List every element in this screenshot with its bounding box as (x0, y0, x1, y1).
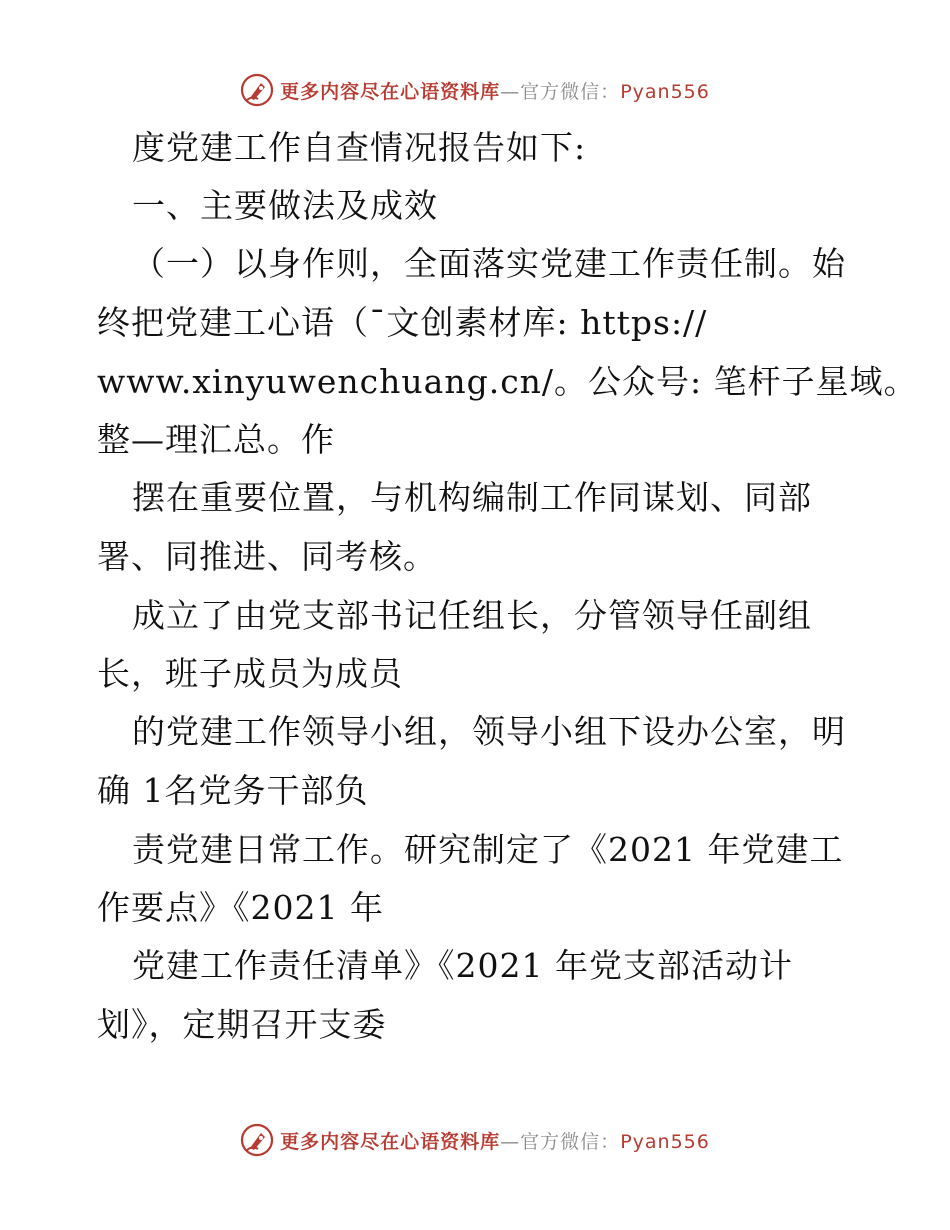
text-line: 整—理汇总。作 (97, 420, 335, 459)
banner-slogan: 更多内容尽在心语资料库 (280, 80, 501, 103)
banner-text (280, 77, 710, 104)
banner-wechat-id: Pyan556 (620, 1130, 710, 1153)
subsection-heading: （一）以身作则，全面落实党建工作责任制。始 (132, 244, 846, 283)
banner-separator: — (500, 1130, 521, 1153)
banner-slogan: 更多内容尽在心语资料库 (280, 1130, 501, 1153)
section-heading: 一、主要做法及成效 (132, 186, 438, 225)
text-line: 成立了由党支部书记任组长，分管领导任副组 (132, 596, 812, 635)
text-line: 确 1名党务干部负 (97, 771, 369, 810)
text-line: 作要点》《2021 年 (97, 888, 384, 927)
banner-content (240, 1123, 710, 1157)
footer-banner (0, 1120, 950, 1160)
banner-wechat-id: Pyan556 (620, 80, 710, 103)
text-line: 党建工作责任清单》《2021 年党支部活动计 (132, 946, 793, 985)
text-line: 摆在重要位置，与机构编制工作同谋划、同部 (132, 478, 812, 517)
banner-text (280, 1127, 710, 1154)
banner-wechat-label: 官方微信： (520, 80, 621, 103)
pen-nib-logo-icon (240, 73, 274, 107)
text-line: 的党建工作领导小组，领导小组下设办公室，明 (132, 712, 846, 751)
text-line: 度党建工作自查情况报告如下: (132, 128, 587, 167)
text-line: 划》，定期召开支委 (97, 1005, 387, 1044)
header-banner (0, 70, 950, 110)
banner-separator: — (500, 80, 521, 103)
text-line: 终把党建工心语（¯文创素材库: https:// (97, 303, 708, 342)
text-line: 长，班子成员为成员 (97, 654, 403, 693)
pen-nib-logo-icon (240, 1123, 274, 1157)
banner-wechat-label: 官方微信： (520, 1130, 621, 1153)
text-line: www.xinyuwenchuang.cn/。公众号: 笔杆子星域。 (97, 362, 918, 401)
text-line: 责党建日常工作。研究制定了《2021 年党建工 (132, 830, 844, 869)
banner-content (240, 73, 710, 107)
text-line: 署、同推进、同考核。 (97, 537, 437, 576)
